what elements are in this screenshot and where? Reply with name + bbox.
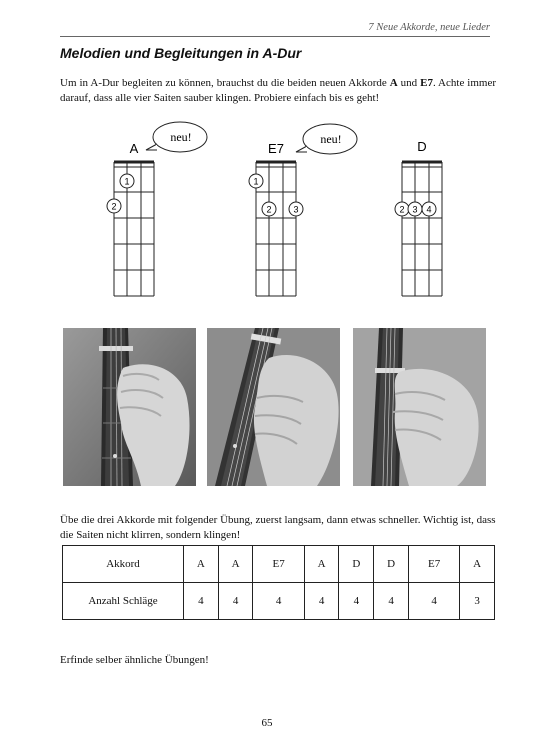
finger-number: 1: [253, 176, 259, 187]
finger-number: 4: [426, 204, 432, 215]
intro-paragraph: [60, 76, 496, 106]
table-cell-beats: 4: [374, 583, 409, 620]
finger-marker-e7-2: [262, 202, 276, 216]
fretboard-d: [402, 162, 442, 296]
table-cell-chord: D: [374, 546, 409, 583]
callout-text-e7: neu!: [320, 132, 342, 146]
table-cell-beats: 4: [218, 583, 253, 620]
finger-marker-d-3: [408, 202, 422, 216]
section-title: Melodien und Begleitungen in A-Dur: [60, 45, 302, 61]
table-cell-chord: A: [460, 546, 495, 583]
speech-bubble-e7: [296, 124, 357, 154]
chord-name-e7: E7: [268, 141, 284, 156]
page-number: 65: [261, 717, 273, 729]
row-label-chord: Akkord: [63, 546, 184, 583]
hand-photo-illustration: [63, 328, 196, 486]
finger-number: 3: [293, 204, 299, 215]
closing-text: Erfinde selber ähnliche Übungen!: [60, 654, 209, 666]
intro-text-start: Um in A-Dur begleiten zu können, brauchst du die beiden neuen Akkorde: [60, 77, 390, 89]
finger-marker-e7-3: [289, 202, 303, 216]
table-cell-chord: E7: [253, 546, 304, 583]
finger-marker-a-1: [120, 174, 134, 188]
chord-diagram-a: [107, 122, 207, 296]
finger-marker-d-4: [422, 202, 436, 216]
table-cell-chord: A: [218, 546, 253, 583]
chord-diagrams: [0, 120, 534, 310]
exercise-table: [62, 545, 495, 620]
chapter-header: 7 Neue Akkorde, neue Lieder: [368, 22, 490, 33]
hand-photo-illustration: [353, 328, 486, 486]
table-cell-chord: A: [304, 546, 339, 583]
header-divider: [60, 36, 490, 37]
intro-chord-e7: E7: [420, 77, 433, 89]
photo-hand-chord-e7: [207, 328, 340, 486]
finger-number: 1: [124, 176, 130, 187]
finger-number: 3: [412, 204, 418, 215]
intro-text-and: und: [397, 77, 421, 89]
table-row-chords: [63, 546, 495, 583]
chord-diagram-e7: [249, 124, 357, 296]
table-cell-beats: 4: [253, 583, 304, 620]
speech-bubble-a: [146, 122, 207, 152]
finger-number: 2: [111, 201, 117, 212]
finger-marker-a-2: [107, 199, 121, 213]
hand-photo-illustration: [207, 328, 340, 486]
table-cell-chord: A: [184, 546, 219, 583]
table-cell-beats: 4: [184, 583, 219, 620]
table-cell-chord: D: [339, 546, 374, 583]
photo-hand-chord-a: [63, 328, 196, 486]
finger-number: 2: [399, 204, 405, 215]
finger-number: 2: [266, 204, 272, 215]
chord-diagram-d: [395, 139, 442, 296]
chord-name-d: D: [417, 139, 427, 154]
table-cell-beats: 4: [304, 583, 339, 620]
finger-marker-d-2: [395, 202, 409, 216]
exercise-instructions: Übe die drei Akkorde mit folgender Übung, zuerst langsam, dann etwas schneller. Wichtig ist, dass die Saiten nicht klirren, sondern klingen!: [60, 514, 496, 541]
table-cell-chord: E7: [408, 546, 459, 583]
table-cell-beats: 4: [408, 583, 459, 620]
finger-marker-e7-1: [249, 174, 263, 188]
callout-text-a: neu!: [170, 130, 192, 144]
intro-text-end: . Achte immer darauf, dass alle vier Saiten sauber klingen. Probiere einfach bis es geht!: [60, 77, 497, 104]
row-label-beats: Anzahl Schläge: [63, 583, 184, 620]
intro-chord-a: A: [389, 77, 398, 89]
photo-hand-chord-d: [353, 328, 486, 486]
table-cell-beats: 4: [339, 583, 374, 620]
chord-name-a: A: [129, 141, 139, 156]
table-cell-beats: 3: [460, 583, 495, 620]
table-row-beats: [63, 583, 495, 620]
